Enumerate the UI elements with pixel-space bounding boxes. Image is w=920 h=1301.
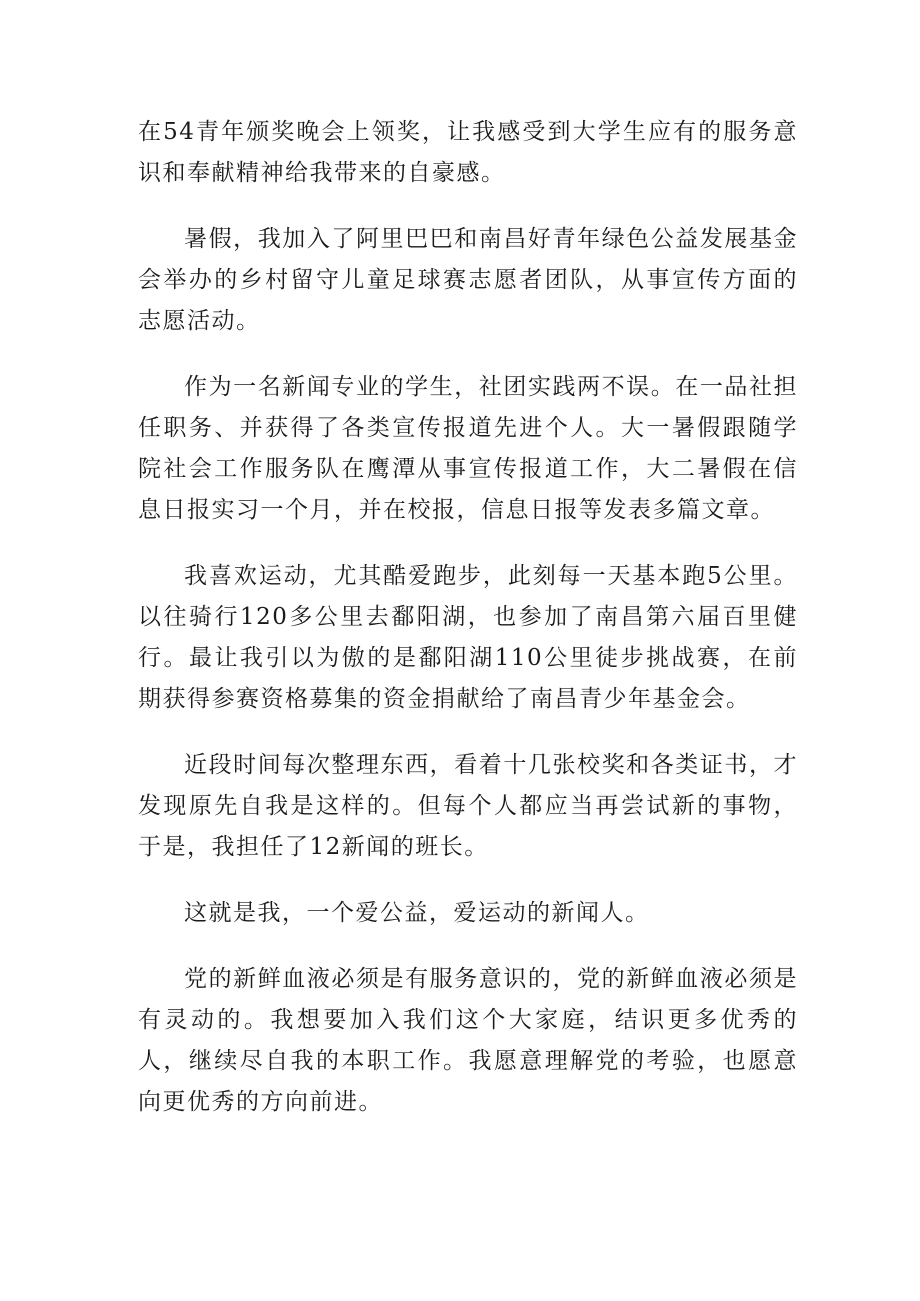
paragraph-self-summary: 这就是我，一个爱公益，爱运动的新闻人。 bbox=[184, 900, 650, 926]
document-body bbox=[138, 112, 798, 1148]
paragraph-certificates: 近段时间每次整理东西，看着十几张校奖和各类证书，才发现原先自我是这样的。但每个人都应当再尝试新的事物，于是，我担任了12新闻的班长。 bbox=[138, 752, 798, 860]
paragraph-sports: 我喜欢运动，尤其酷爱跑步，此刻每一天基本跑5公里。以往骑行120多公里去鄱阳湖，也参加了南昌第六届百里健行。最让我引以为傲的是鄱阳湖110公里徒步挑战赛，在前期获得参赛资格募集的资金捐献给了南昌青少年基金会。 bbox=[138, 563, 798, 712]
paragraph-party-aspiration: 党的新鲜血液必须是有服务意识的，党的新鲜血液必须是有灵动的。我想要加入我们这个大家庭，结识更多优秀的人，继续尽自我的本职工作。我愿意理解党的考验，也愿意向更优秀的方向前进。 bbox=[138, 966, 798, 1115]
paragraph-award: 在54青年颁奖晚会上领奖，让我感受到大学生应有的服务意识和奉献精神给我带来的自豪感。 bbox=[138, 119, 798, 186]
paragraph-summer-volunteer: 暑假，我加入了阿里巴巴和南昌好青年绿色公益发展基金会举办的乡村留守儿童足球赛志愿者团队，从事宣传方面的志愿活动。 bbox=[138, 226, 798, 334]
paragraph-journalism-student: 作为一名新闻专业的学生，社团实践两不误。在一品社担任职务、并获得了各类宣传报道先进个人。大一暑假跟随学院社会工作服务队在鹰潭从事宣传报道工作，大二暑假在信息日报实习一个月，并在校报，信息日报等发表多篇文章。 bbox=[138, 374, 798, 523]
